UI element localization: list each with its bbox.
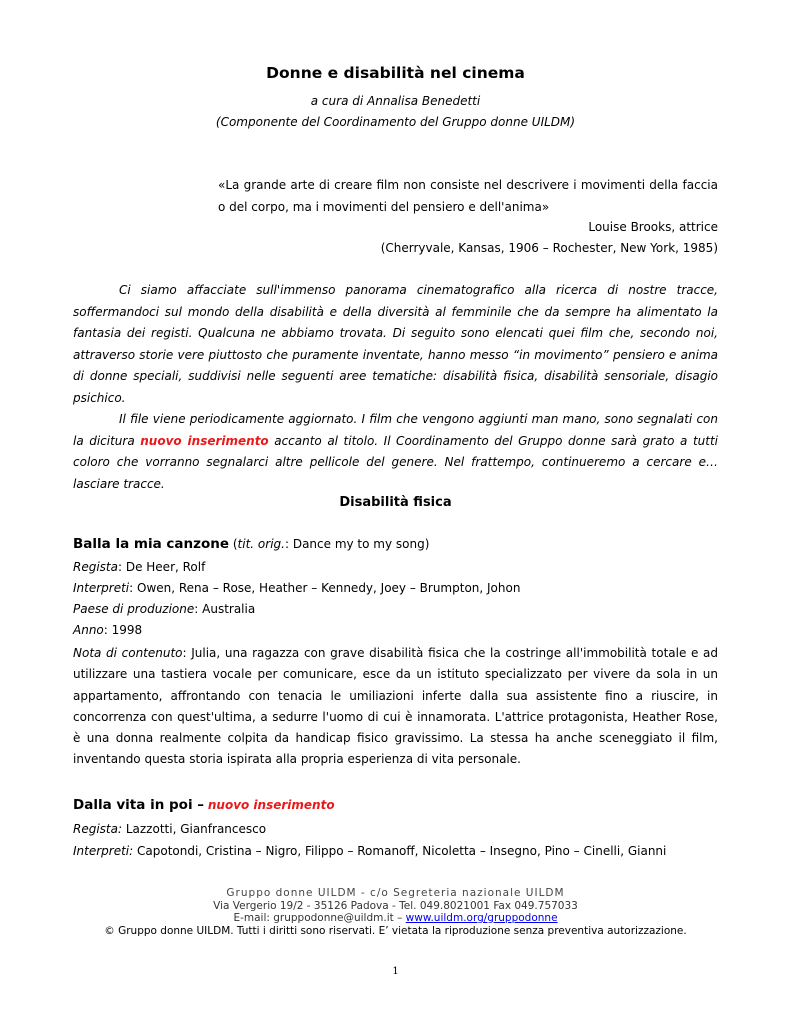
year-value: : 1998	[103, 623, 143, 637]
film-country	[73, 602, 255, 616]
footer-contacts	[0, 912, 791, 925]
film-director	[73, 560, 205, 574]
footer-address: Via Vergerio 19/2 - 35126 Padova - Tel. 049.8021001 Fax 049.757033	[213, 899, 578, 912]
film-title-row: Balla la mia canzone (tit. orig.: Dance my to my song)	[73, 536, 430, 552]
orig-title: : Dance my to my song)	[284, 537, 430, 551]
year-label: Anno	[73, 623, 104, 637]
footer-website-link[interactable]: www.uildm.org/gruppodonne	[405, 912, 558, 924]
cast-label: Interpreti	[73, 581, 130, 595]
curator-line: a cura di Annalisa Benedetti	[310, 94, 481, 108]
cast-value: : Owen, Rena – Rose, Heather – Kennedy, Joey – Brumpton, Johon	[129, 581, 521, 595]
country-value: : Australia	[194, 602, 256, 616]
footer-email: E-mail: gruppodonne@uildm.it –	[233, 912, 406, 924]
page-number: 1	[392, 966, 399, 977]
epigraph-quote: «La grande arte di creare film non consiste nel descrivere i movimenti della faccia o del corpo, ma i movimenti del pensiero e dell'anima»	[218, 178, 718, 214]
epigraph-dates: (Cherryvale, Kansas, 1906 – Rochester, New York, 1985)	[380, 241, 718, 255]
cast-value: Capotondi, Cristina – Nigro, Filippo – Romanoff, Nicoletta – Insegno, Pino – Cinelli, Gianni	[133, 844, 667, 858]
section-heading-physical: Disabilità fisica	[339, 495, 452, 510]
new-entry-badge: nuovo inserimento	[207, 798, 335, 812]
film-title: Balla la mia canzone	[73, 536, 230, 552]
director-value: : De Heer, Rolf	[117, 560, 206, 574]
film-director	[73, 822, 266, 836]
orig-title-label: tit. orig.	[237, 537, 285, 551]
film-cast	[73, 844, 666, 858]
country-label: Paese di produzione	[73, 602, 195, 616]
film-title-row	[73, 797, 335, 813]
document-title: Donne e disabilità nel cinema	[266, 64, 525, 82]
intro-paragraph-2	[73, 409, 718, 495]
intro-paragraph-1: Ci siamo affacciate sull'immenso panorama cinematografico alla ricerca di nostre tracce, soffermandoci sul mondo della disabilità e della diversità al femminile che da sempre ha alimentato la fantasia dei registi. Qualcuna ne abbiamo trovata. Di seguito sono elencati quei film che, secondo noi, attraverso storie vere piuttosto che puramente inventate, hanno messo “in movimento” pensiero e anima di donne speciali, suddivisi nelle seguenti aree tematiche: disabilità fisica, disabilità sensoriale, disagio psichico.	[73, 283, 718, 405]
page-footer	[0, 887, 791, 937]
director-label: Regista	[73, 560, 118, 574]
curator-role: (Componente del Coordinamento del Gruppo donne UILDM)	[215, 115, 576, 129]
cast-label: Interpreti:	[73, 844, 134, 858]
new-entry-highlight: nuovo inserimento	[140, 433, 269, 448]
director-value: Lazzotti, Gianfrancesco	[122, 822, 267, 836]
intro-p2-end: accanto al titolo. Il Coordinamento del Gruppo donne sarà grato a tutti coloro che vorranno segnalarci altre pellicole del genere. Nel frattempo, continueremo a cercare e… lasciare tracce.	[73, 433, 718, 491]
film-cast	[73, 581, 520, 595]
footer-copyright: © Gruppo donne UILDM. Tutti i diritti sono riservati. E’ vietata la riproduzione senza preventiva autorizzazione.	[104, 924, 687, 937]
intro-text	[73, 280, 718, 495]
intro-p2-start: Il file viene periodicamente aggiornato. I film che vengono aggiunti man mano, sono segnalati con la dicitura	[73, 412, 718, 448]
director-label: Regista:	[73, 822, 123, 836]
note-value: : Julia, una ragazza con grave disabilità fisica che la costringe all'immobilità totale e ad utilizzare una tastiera vocale per comunicare, esce da un istituto specializzato per vivere da sola in un appartamento, affrontando con tenacia le umiliazioni inferte dalla sua assistente fino a riuscire, in concorrenza con quest'ultima, a sedurre l'uomo di cui è innamorata. L'attrice protagonista, Heather Rose, è una donna realmente colpita da handicap fisico gravissimo. La stessa ha anche sceneggiato il film, inventando questa storia ispirata alla propria esperienza di vita personale.	[73, 646, 718, 767]
film-content-note	[73, 643, 718, 771]
epigraph-author: Louise Brooks, attrice	[588, 220, 718, 234]
film-title: Dalla vita in poi –	[73, 797, 205, 813]
footer-organization: Gruppo donne UILDM - c/o Segreteria nazionale UILDM	[226, 887, 565, 899]
note-label: Nota di contenuto	[73, 646, 183, 660]
film-year	[73, 623, 142, 637]
